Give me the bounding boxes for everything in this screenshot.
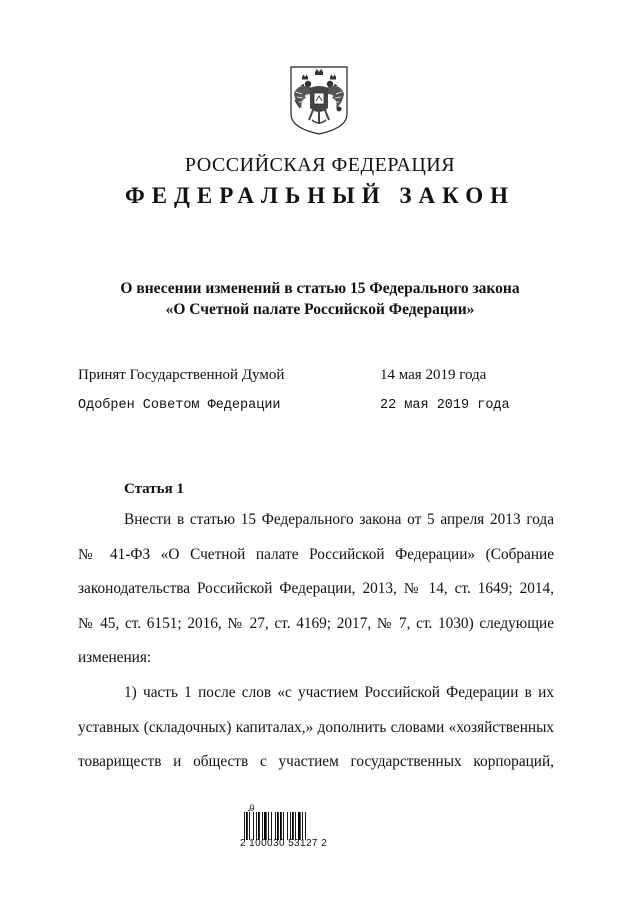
article-paragraph-1	[78, 503, 554, 676]
council-approval-label: Одобрен Советом Федерации	[78, 398, 281, 413]
law-title-line-2: «О Счетной палате Российской Федерации»	[165, 301, 475, 318]
barcode-bar	[290, 812, 291, 840]
law-title	[0, 278, 640, 320]
paragraph-line: № 41-ФЗ «О Счетной палате Российской Федерации» (Собрание	[78, 545, 554, 563]
paragraph-line: законодательства Российской Федерации, 2013, № 14, ст. 1649; 2014,	[78, 580, 554, 597]
barcode-bar	[298, 812, 301, 840]
law-type-heading: ФЕДЕРАЛЬНЫЙ ЗАКОН	[124, 183, 516, 208]
barcode-bar	[280, 812, 282, 840]
barcode-bar	[246, 812, 248, 840]
barcode-bar	[262, 812, 263, 840]
barcode-bar	[264, 812, 267, 840]
paragraph-line: Внести в статью 15 Федерального закона от 5 апреля 2013 года	[124, 511, 554, 528]
barcode-bar	[305, 812, 306, 840]
barcode-bar	[249, 812, 250, 840]
law-title-line-1: О внесении изменений в статью 15 Федерального закона	[120, 280, 520, 297]
barcode-bar	[244, 812, 245, 840]
council-approval-date: 22 мая 2019 года	[380, 398, 510, 413]
barcode-bar	[253, 812, 254, 840]
barcode-bar	[295, 812, 296, 840]
barcode-bar	[258, 812, 260, 840]
coat-of-arms-emblem-icon	[288, 64, 350, 136]
paragraph-line: № 45, ст. 6151; 2016, № 27, ст. 4169; 2017, № 7, ст. 1030) следующие	[78, 614, 554, 632]
barcode-bar	[256, 812, 257, 840]
double-headed-eagle-icon	[288, 64, 350, 136]
paragraph-line: 1) часть 1 после слов «с участием Российской Федерации в их	[124, 684, 554, 701]
paragraph-line: товариществ и обществ с участием государственных корпораций,	[78, 753, 554, 770]
barcode-bar	[268, 812, 269, 840]
barcode-bar	[275, 812, 276, 840]
barcode-bar	[292, 812, 294, 840]
barcode-bar	[302, 812, 303, 840]
paragraph-line: изменения:	[78, 649, 152, 666]
article-heading: Статья 1	[124, 481, 184, 497]
paragraph-line: уставных (складочных) капиталах,» дополнить словами «хозяйственных	[78, 718, 554, 736]
barcode-number: 2 100030 53127 2	[240, 838, 328, 849]
country-name: РОССИЙСКАЯ ФЕДЕРАЦИЯ	[184, 154, 456, 176]
duma-adoption-date: 14 мая 2019 года	[380, 367, 487, 383]
barcode-bar	[271, 812, 272, 840]
article-paragraph-2	[78, 676, 554, 780]
barcode-bar	[277, 812, 279, 840]
barcode-bar	[283, 812, 284, 840]
duma-adoption-label: Принят Государственной Думой	[78, 367, 285, 383]
registration-mark: Ꭿ	[248, 803, 255, 813]
barcode-bars	[244, 812, 324, 840]
barcode-bar	[287, 812, 288, 840]
